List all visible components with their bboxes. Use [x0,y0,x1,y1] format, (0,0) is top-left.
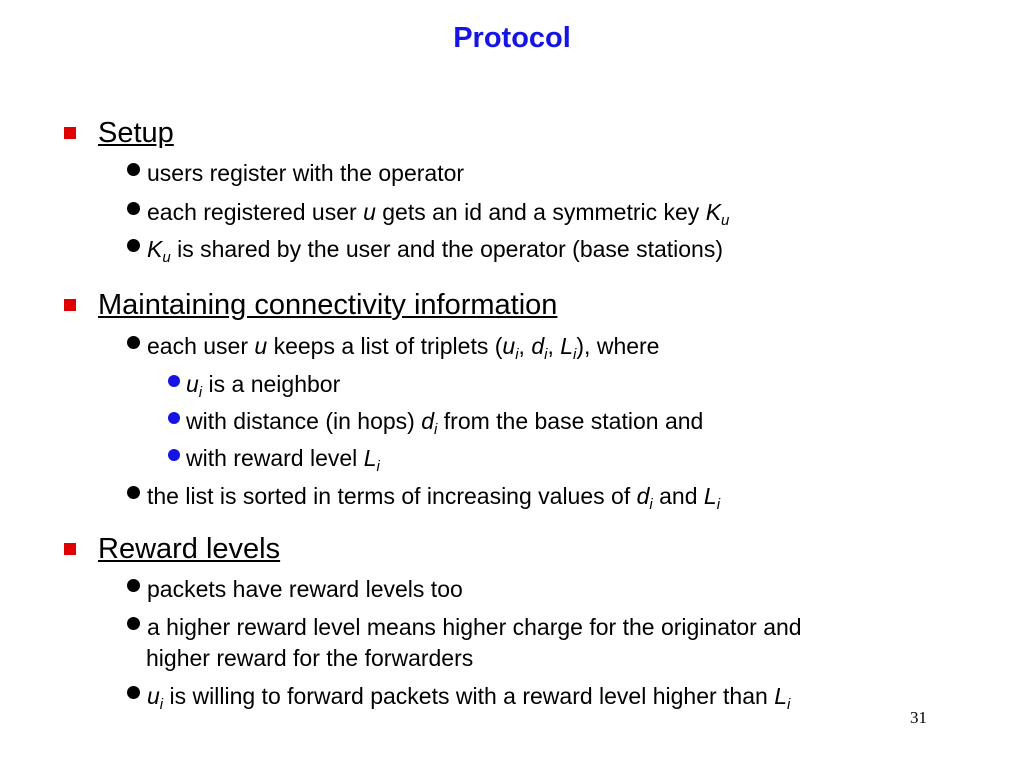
sub-bullet-item: $u_i$ is a neighbor [168,369,340,399]
round-bullet-icon [127,686,140,699]
section-setup [64,116,174,150]
sub-bullet-item: with distance (in hops) $d_i$ from the base station and [168,406,703,436]
blue-bullet-icon [168,412,180,424]
bullet-item: $K_u$ is shared by the user and the operator (base stations) [127,234,723,264]
blue-bullet-icon [168,375,180,387]
blue-bullet-icon [168,449,180,461]
section-connectivity [64,288,557,322]
round-bullet-icon [127,486,140,499]
round-bullet-icon [127,239,140,252]
round-bullet-icon [127,617,140,630]
bullet-item: the list is sorted in terms of increasing values of $d_i$ and $L_i$ [127,481,720,511]
bullet-item: each registered user u gets an id and a symmetric key $K_u$ [127,197,729,227]
slide-title: Protocol [453,22,571,54]
section-heading: Maintaining connectivity information [98,288,558,321]
section-heading: Reward levels [98,532,281,565]
bullet-item: each user u keeps a list of triplets ($u_i$, $d_i$, $L_i$), where [127,331,659,361]
section-heading: Setup [98,116,174,149]
round-bullet-icon [127,579,140,592]
round-bullet-icon [127,336,140,349]
bullet-item: a higher reward level means higher charge for the originator and [127,612,802,642]
page-number: 31 [910,708,927,727]
bullet-item: packets have reward levels too [127,574,463,604]
square-bullet-icon [64,299,76,311]
square-bullet-icon [64,127,76,139]
bullet-item-continuation: higher reward for the forwarders [146,645,474,671]
square-bullet-icon [64,543,76,555]
bullet-item: users register with the operator [127,158,464,188]
section-reward-levels [64,532,280,566]
round-bullet-icon [127,202,140,215]
bullet-item: $u_i$ is willing to forward packets with a reward level higher than $L_i$ [127,681,790,711]
sub-bullet-item: with reward level $L_i$ [168,443,380,473]
round-bullet-icon [127,163,140,176]
